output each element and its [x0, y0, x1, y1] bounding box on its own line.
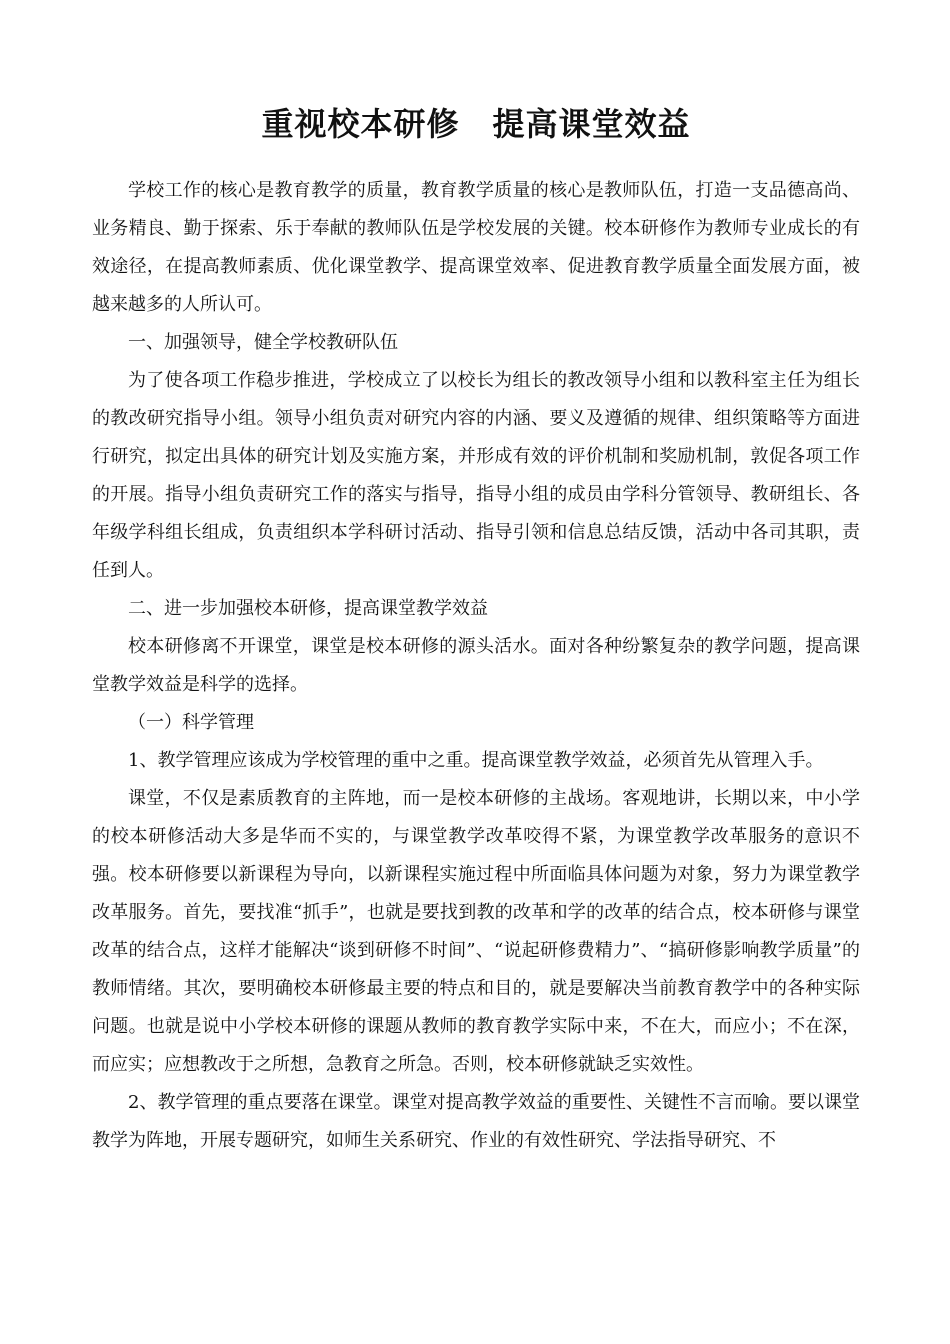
sub-heading-management: （一）科学管理 — [128, 712, 254, 733]
document-page — [92, 100, 860, 1160]
paragraph-intro: 学校工作的核心是教育教学的质量，教育教学质量的核心是教师队伍，打造一支品德高尚、业务精良、勤于探索、乐于奉献的教师队伍是学校发展的关键。校本研修作为教师专业成长的有效途径，在提高教师素质、优化课堂教学、提高课堂效率、促进教育教学质量全面发展方面，被越来越多的人所认可。 — [92, 180, 860, 315]
paragraph-point-2: 2、教学管理的重点要落在课堂。课堂对提高教学效益的重要性、关键性不言而喻。要以课堂教学为阵地，开展专题研究，如师生关系研究、作业的有效性研究、学法指导研究、不 — [92, 1092, 860, 1151]
paragraph-classroom-battlefield: 课堂，不仅是素质教育的主阵地，而一是校本研修的主战场。客观地讲，长期以来，中小学的校本研修活动大多是华而不实的，与课堂教学改革咬得不紧，为课堂教学改革服务的意识不强。校本研修要以新课程为导向，以新课程实施过程中所面临具体问题为对象，努力为课堂教学改革服务。首先，要找准“抓手”，也就是要找到教的改革和学的改革的结合点，校本研修与课堂改革的结合点，这样才能解决“谈到研修不时间”、“说起研修费精力”、“搞研修影响教学质量”的教师情绪。其次，要明确校本研修最主要的特点和目的，就是要解决当前教育教学中的各种实际问题。也就是说中小学校本研修的课题从教师的教育教学实际中来，不在大，而应小；不在深，而应实；应想教改于之所想，急教育之所急。否则，校本研修就缺乏实效性。 — [92, 788, 860, 1075]
section-heading-2: 二、进一步加强校本研修，提高课堂教学效益 — [128, 598, 488, 619]
section-heading-1: 一、加强领导，健全学校教研队伍 — [128, 332, 398, 353]
paragraph-classroom: 校本研修离不开课堂，课堂是校本研修的源头活水。面对各种纷繁复杂的教学问题，提高课堂教学效益是科学的选择。 — [92, 636, 860, 695]
paragraph-leadership: 为了使各项工作稳步推进，学校成立了以校长为组长的教改领导小组和以教科室主任为组长的教改研究指导小组。领导小组负责对研究内容的内涵、要义及遵循的规律、组织策略等方面进行研究，拟定出具体的研究计划及实施方案，并形成有效的评价机制和奖励机制，敦促各项工作的开展。指导小组负责研究工作的落实与指导，指导小组的成员由学科分管领导、教研组长、各年级学科组长组成，负责组织本学科研讨活动、指导引领和信息总结反馈，活动中各司其职，责任到人。 — [92, 370, 860, 581]
paragraph-point-1: 1、教学管理应该成为学校管理的重中之重。提高课堂教学效益，必须首先从管理入手。 — [128, 750, 824, 771]
document-title: 重视校本研修 提高课堂效益 — [261, 105, 691, 143]
